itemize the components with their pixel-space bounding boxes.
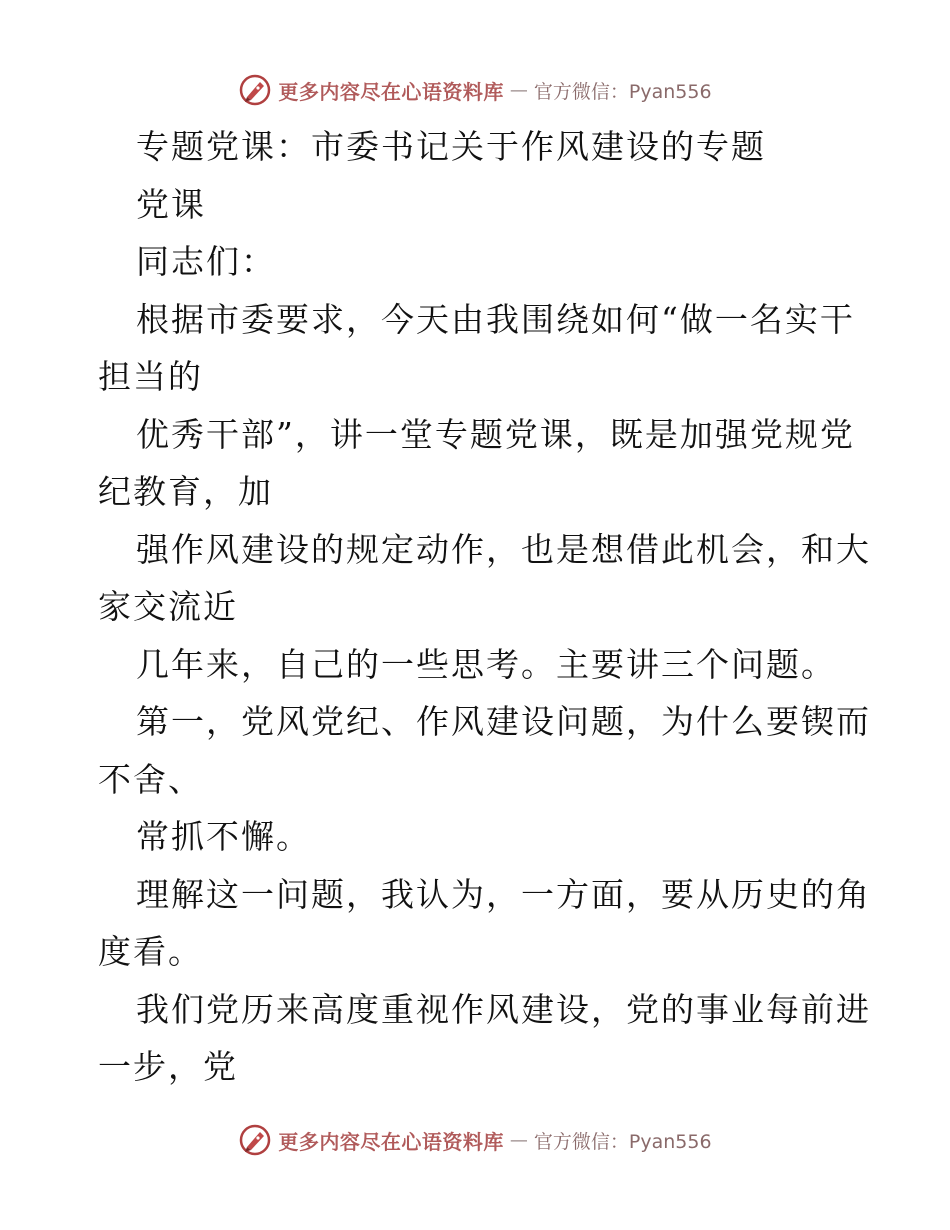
doc-paragraph-line: 几年来，自己的一些思考。主要讲三个问题。: [136, 644, 836, 684]
doc-paragraph-line: 担当的: [98, 357, 203, 396]
doc-paragraph-line: 纪教育，加: [98, 472, 273, 511]
pen-nib-logo-icon: [238, 73, 272, 107]
doc-title-line: 专题党课：市委书记关于作风建设的专题: [136, 127, 766, 166]
doc-section-heading: 第一，党风党纪、作风建设问题，为什么要锲而: [136, 702, 871, 741]
header-watermark-banner: [0, 70, 950, 110]
footer-watermark-banner: [0, 1120, 950, 1160]
doc-salutation: 同志们：: [136, 242, 276, 281]
doc-paragraph-line: 根据市委要求，今天由我围绕如何“做一名实干: [136, 299, 855, 339]
doc-title-line: 党课: [136, 184, 206, 224]
doc-paragraph-line: 度看。: [98, 932, 203, 971]
banner-wechat-id: 官方微信：Pyan556: [533, 80, 712, 103]
doc-paragraph-line: 家交流近: [98, 587, 238, 626]
pen-nib-logo-icon: [238, 1123, 272, 1157]
banner-title: 更多内容尽在心语资料库: [278, 1129, 504, 1154]
document-body: [98, 118, 871, 1096]
doc-paragraph-line: 强作风建设的规定动作，也是想借此机会，和大: [136, 529, 871, 569]
banner-separator: —: [509, 79, 528, 101]
banner-title: 更多内容尽在心语资料库: [278, 79, 504, 104]
doc-paragraph-line: 我们党历来高度重视作风建设，党的事业每前进: [136, 989, 871, 1029]
doc-paragraph-line: 一步，党: [98, 1047, 238, 1086]
banner-wechat-id: 官方微信：Pyan556: [533, 1130, 712, 1153]
doc-section-heading: 不舍、: [98, 759, 203, 799]
doc-paragraph-line: 理解这一问题，我认为，一方面，要从历史的角: [136, 874, 871, 914]
doc-paragraph-line: 优秀干部”，讲一堂专题党课，既是加强党规党: [136, 414, 855, 454]
doc-section-heading: 常抓不懈。: [136, 817, 311, 856]
banner-separator: —: [509, 1129, 528, 1151]
